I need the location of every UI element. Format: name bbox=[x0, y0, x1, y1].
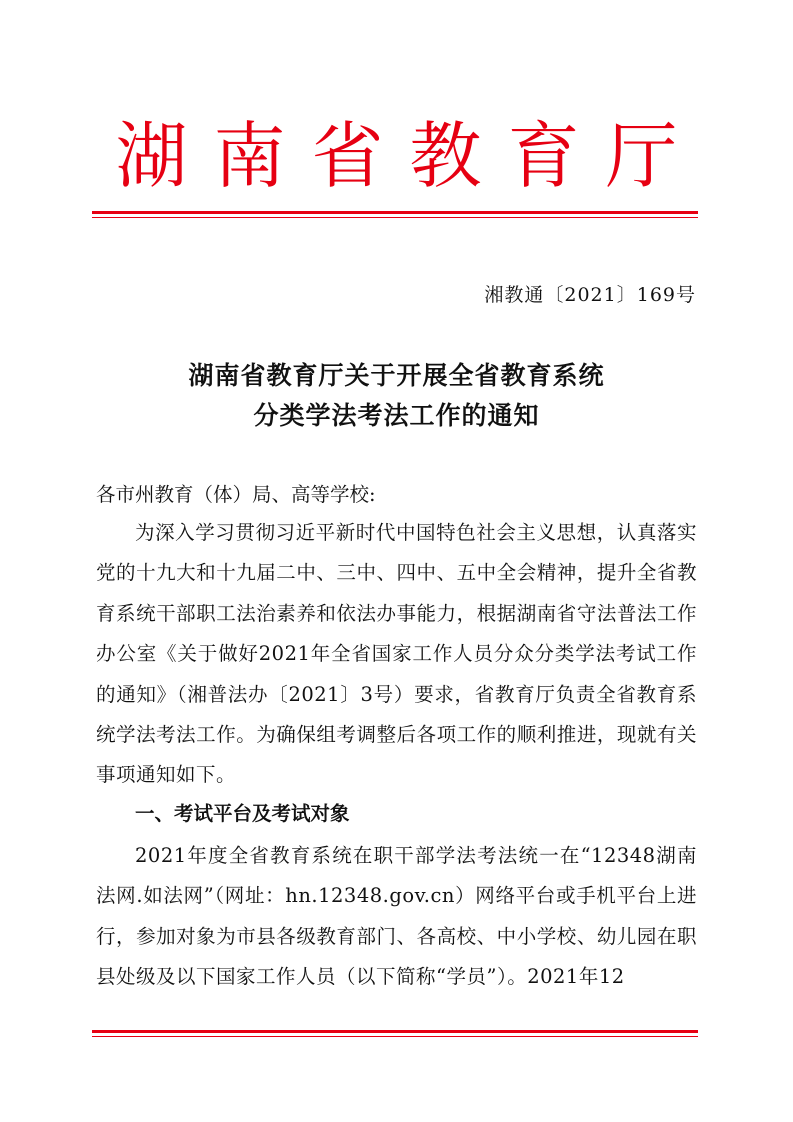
document-title-line1: 湖南省教育厅关于开展全省教育系统 bbox=[188, 361, 605, 390]
body-paragraph-section1: 2021年度全省教育系统在职干部学法考法统一在“12348湖南法网.如法网”（网址：hn.12348.gov.cn）网络平台或手机平台上进行，参加对象为市县各级教育部门、各高校、中小学校、幼儿园在职县处级及以下国家工作人员（以下简称“学员”）。2021年12 bbox=[96, 844, 697, 989]
body-paragraph-intro: 为深入学习贯彻习近平新时代中国特色社会主义思想，认真落实党的十九大和十九届二中、三中、四中、五中全会精神，提升全省教育系统干部职工法治素养和依法办事能力，根据湖南省守法普法工作办公室《关于做好2021年全省国家工作人员分众分类学法考试工作的通知》（湘普法办〔2021〕3号）要求，省教育厅负责全省教育系统学法考法工作。为确保组考调整后各项工作的顺利推进，现就有关事项通知如下。 bbox=[96, 521, 697, 787]
document-number: 湘教通〔2021〕169号 bbox=[484, 284, 696, 306]
section-heading: 一、考试平台及考试对象 bbox=[135, 802, 350, 825]
letterhead-divider-thin bbox=[92, 217, 698, 218]
document-title-line2: 分类学法考法工作的通知 bbox=[253, 401, 540, 430]
letterhead-divider-thick bbox=[92, 211, 698, 214]
letterhead-org-name: 湖南省教育厅 bbox=[115, 114, 704, 198]
footer-divider-thick bbox=[92, 1030, 698, 1033]
addressee: 各市州教育（体）局、高等学校: bbox=[96, 483, 376, 506]
footer-divider-thin bbox=[92, 1036, 698, 1037]
